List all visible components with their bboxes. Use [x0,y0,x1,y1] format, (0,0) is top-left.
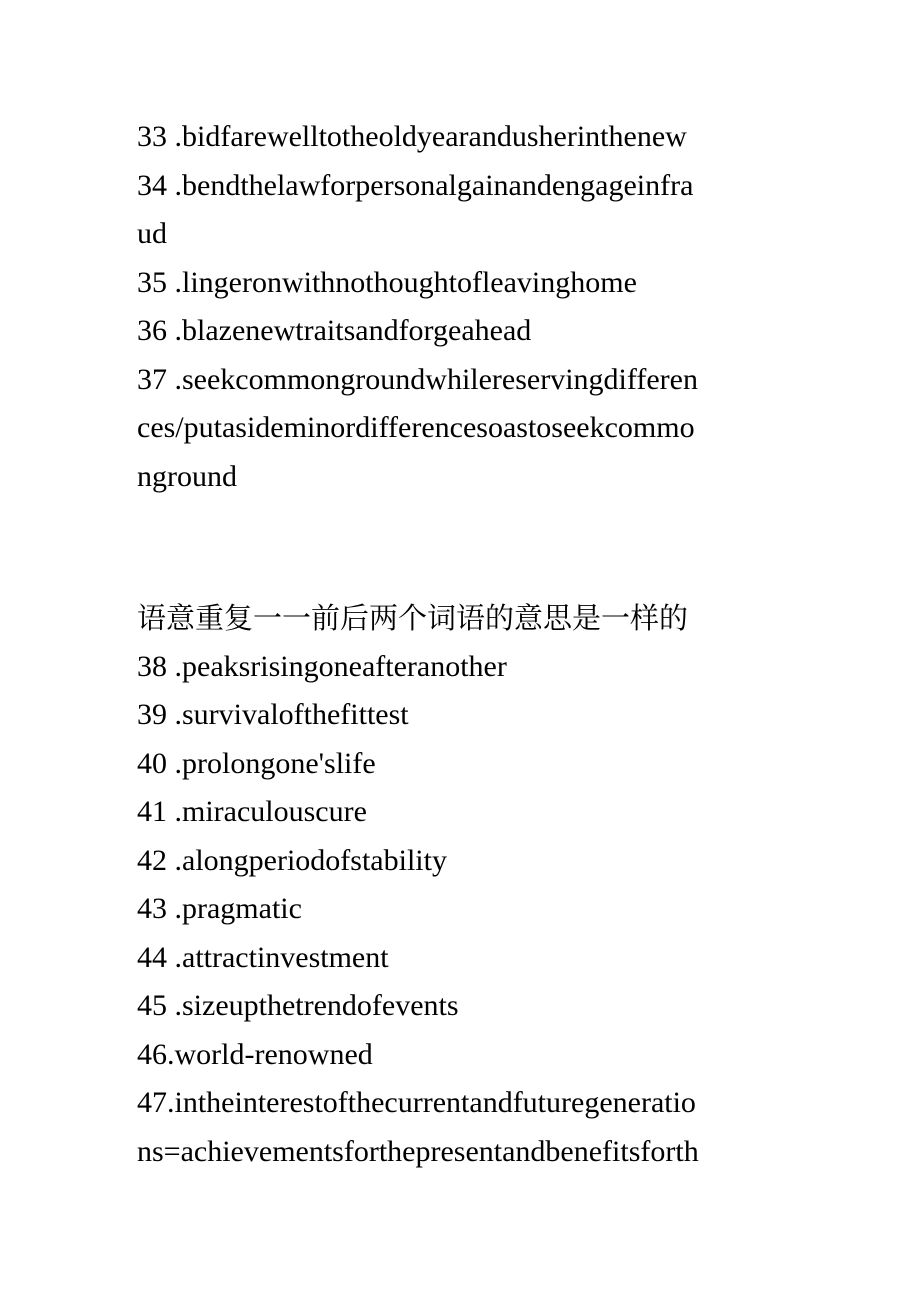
item-46-line: 46.world-renowned [137,1038,373,1071]
item-44-line: 44 .attractinvestment [137,941,389,974]
item-43-line: 43 .pragmatic [137,892,302,925]
item-39-line: 39 .survivalofthefittest [137,698,409,731]
item-37-line-2: ces/putasideminordifferencesoastoseekcommo [137,411,695,444]
section-heading: 语意重复一一前后两个词语的意思是一样的 [137,601,689,635]
item-47-line-2: ns=achievementsforthepresentandbenefitsforth [137,1135,699,1168]
item-42-line: 42 .alongperiodofstability [137,844,447,877]
item-41-line: 41 .miraculouscure [137,795,367,828]
item-37-line-1: 37 .seekcommongroundwhilereservingdifferen [137,363,698,396]
item-33-line: 33 .bidfarewelltotheoldyearandusherinthenew [137,120,687,153]
item-34-line-2: ud [137,217,167,250]
item-36-line: 36 .blazenewtraitsandforgeahead [137,314,532,347]
item-40-line: 40 .prolongone'slife [137,747,376,780]
item-34-line-1: 34 .bendthelawforpersonalgainandengageinfra [137,169,694,202]
item-37-line-3: nground [137,460,237,493]
item-45-line: 45 .sizeupthetrendofevents [137,989,459,1022]
item-35-line: 35 .lingeronwithnothoughtofleavinghome [137,266,637,299]
item-38-line: 38 .peaksrisingoneafteranother [137,650,507,683]
item-47-line-1: 47.intheinterestofthecurrentandfuturegeneratio [137,1086,696,1119]
